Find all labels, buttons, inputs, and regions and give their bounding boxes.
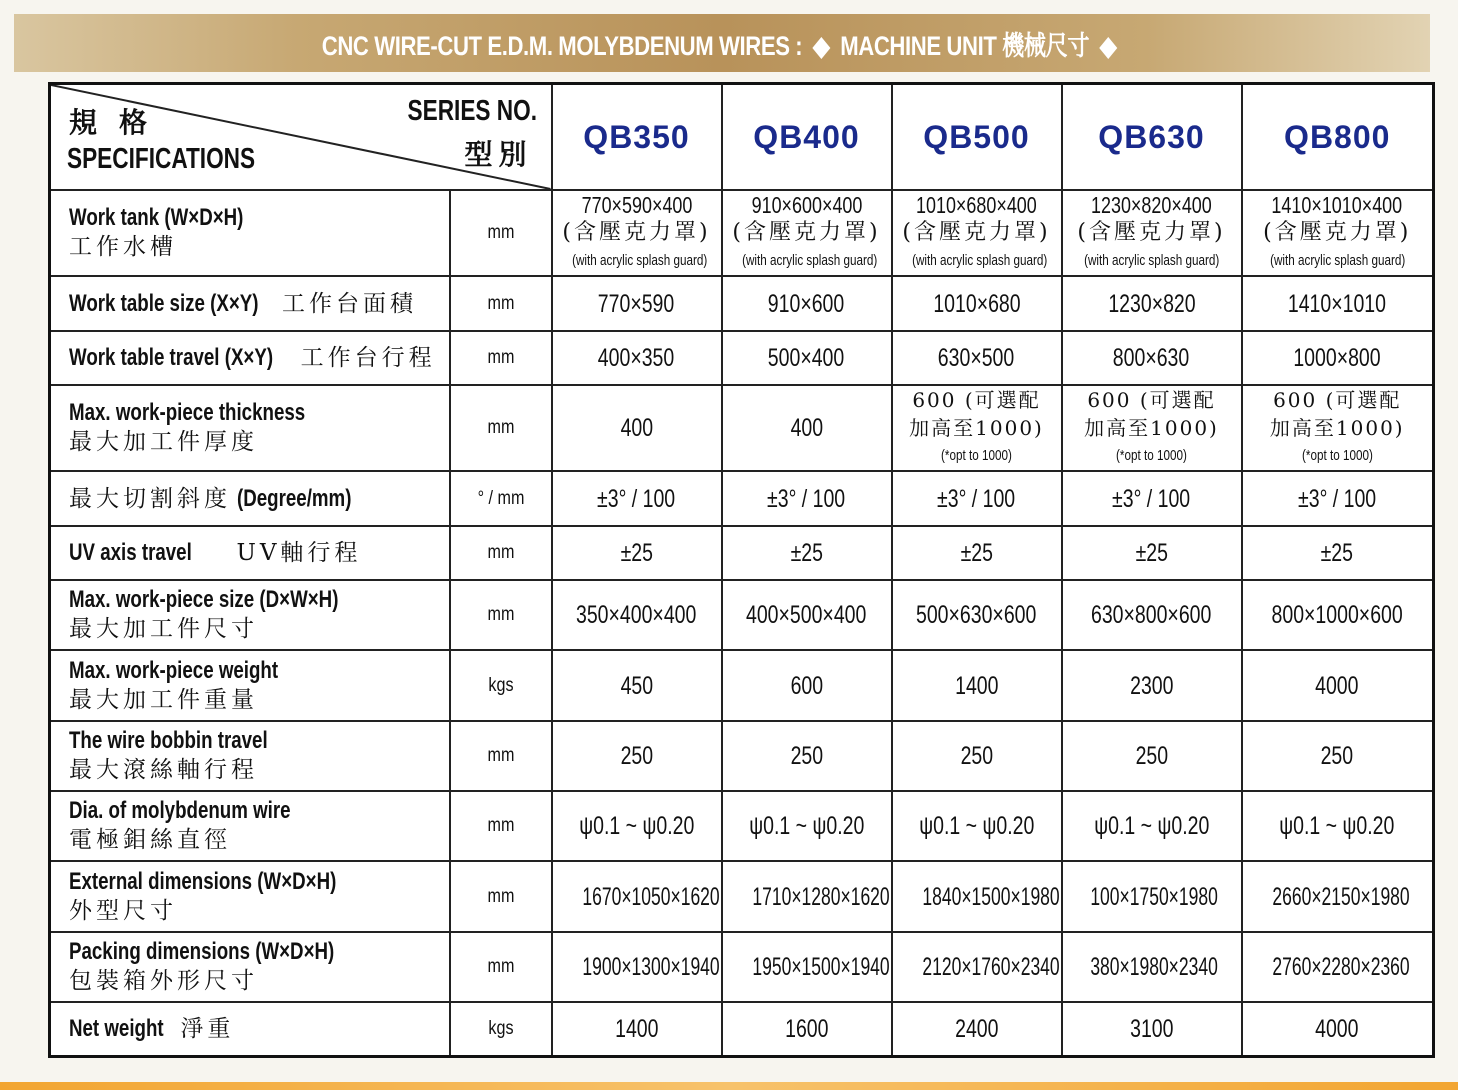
value-cell [892,650,1062,720]
value-cell [552,721,722,791]
value-text: 770×590×400 [581,192,692,219]
spec-name-cell [50,791,450,861]
unit-cell: mm [457,932,544,1002]
value-cell [722,471,892,525]
option-line: 加高至1000) [909,416,1044,441]
option-line: 加高至1000) [1269,416,1405,441]
spec-name-en: Work tank (W×D×H) [69,204,244,232]
value-cell [1062,526,1242,580]
note-zh: (含壓克力罩) [732,220,881,246]
value-cell [552,471,722,525]
value-cell [892,385,1062,471]
spec-name-en: Packing dimensions (W×D×H) [69,937,335,965]
table-row [50,721,1434,791]
value-cell [552,650,722,720]
spec-name-zh: 外型尺寸 [69,897,177,924]
value-text: ±3° / 100 [1298,484,1377,513]
spec-name-cell [50,526,450,580]
table-row [50,1002,1434,1056]
value-text: 1010×680×400 [916,192,1037,219]
value-text: 350×400×400 [576,601,697,630]
value-cell [552,276,722,330]
spec-name-zh: 最大切割斜度 [69,485,231,512]
spec-name-cell [50,721,450,791]
value-text: 910×600 [768,289,845,318]
bottom-accent-bar [0,1082,1458,1090]
note-zh: (含壓克力罩) [1077,220,1226,246]
spec-name-en: Max. work-piece thickness [69,399,306,427]
value-text: 630×500 [938,343,1015,372]
value-cell [722,331,892,385]
table-row [50,190,1434,276]
value-cell [1062,190,1242,276]
value-text: 1950×1500×1940 [751,952,890,981]
value-cell [722,791,892,861]
value-text: 1410×1010 [1288,289,1387,318]
note-en: (with acrylic splash guard) [1269,252,1405,270]
value-cell [552,331,722,385]
value-text: 250 [1135,741,1168,770]
value-text: 800×1000×600 [1271,601,1403,630]
value-text: ±3° / 100 [597,484,676,513]
spec-name-cell [50,932,450,1002]
value-text: ±25 [1135,538,1168,567]
table-row [50,385,1434,471]
value-text: 250 [620,741,653,770]
value-text: ±3° / 100 [937,484,1016,513]
spec-table [48,82,1435,1058]
value-cell [1242,471,1434,525]
value-text: ψ0.1 ~ ψ0.20 [748,812,865,841]
model-header: QB350 [552,84,722,191]
value-text: 1000×800 [1293,343,1381,372]
unit-cell: mm [457,276,544,330]
spec-name-zh: UV軸行程 [236,539,362,566]
spec-name-zh: 最大加工件重量 [69,686,258,713]
spec-name-zh: 最大加工件厚度 [69,429,258,456]
value-cell [892,580,1062,650]
value-text: 800×630 [1113,343,1190,372]
table-row [50,580,1434,650]
value-cell [1242,932,1434,1002]
value-cell [1242,580,1434,650]
value-cell [552,580,722,650]
title-banner [14,14,1430,72]
model-header: QB800 [1242,84,1434,191]
value-text: 2660×2150×1980 [1271,882,1410,911]
header-row [50,84,1434,191]
value-text: 630×800×600 [1091,601,1212,630]
value-cell [1242,721,1434,791]
value-cell [722,276,892,330]
spec-name-zh: 淨重 [180,1016,235,1043]
value-text: 1710×1280×1620 [751,882,890,911]
value-cell [892,791,1062,861]
note-en: (with acrylic splash guard) [911,252,1047,270]
unit-cell: mm [457,861,544,931]
value-text: 2760×2280×2360 [1271,952,1410,981]
value-text: 400×350 [598,343,675,372]
value-cell [1242,526,1434,580]
note-zh: (含壓克力罩) [1263,220,1412,246]
note-en: (with acrylic splash guard) [571,252,707,270]
option-note-en: (*opt to 1000) [1301,447,1373,465]
spec-name-cell [50,276,450,330]
value-text: 250 [960,741,993,770]
value-cell [892,932,1062,1002]
value-text: 380×1980×2340 [1089,952,1218,981]
spec-name-cell [50,861,450,931]
value-text: ψ0.1 ~ ψ0.20 [1093,812,1210,841]
note-en: (with acrylic splash guard) [741,252,877,270]
value-text: ±25 [790,538,823,567]
value-text: 1840×1500×1980 [921,882,1060,911]
spec-name-zh: 最大滾絲軸行程 [69,756,258,783]
table-row [50,526,1434,580]
header-diagonal-cell [50,84,552,191]
value-cell [892,276,1062,330]
spec-name-zh: 最大加工件尺寸 [69,616,258,643]
spec-name-cell [50,190,450,276]
value-text: ±3° / 100 [767,484,846,513]
value-cell [1242,385,1434,471]
value-text: 1900×1300×1940 [581,952,720,981]
value-cell [722,385,892,471]
value-text: 1670×1050×1620 [581,882,720,911]
value-cell [552,861,722,931]
value-text: 2400 [954,1015,999,1044]
table-row [50,861,1434,931]
value-text: ±3° / 100 [1112,484,1191,513]
value-text: 400 [620,414,653,443]
spec-name-zh: 工作台行程 [300,344,436,371]
option-note-en: (*opt to 1000) [941,447,1012,465]
spec-name-en: Dia. of molybdenum wire [69,797,291,825]
value-text: 910×600×400 [751,192,862,219]
value-cell [722,580,892,650]
value-cell [892,721,1062,791]
value-cell [1062,331,1242,385]
value-text: 2300 [1129,671,1174,700]
value-cell [1062,932,1242,1002]
spec-name-zh: 工作台面積 [281,290,417,317]
model-header: QB630 [1062,84,1242,191]
value-cell [1242,190,1434,276]
value-cell [1242,861,1434,931]
value-cell [1062,861,1242,931]
value-cell [1062,650,1242,720]
value-cell [722,526,892,580]
value-text: 1400 [614,1015,659,1044]
value-cell [722,190,892,276]
banner-title-text: CNC WIRE-CUT E.D.M. MOLYBDENUM WIRES : [322,30,803,61]
value-text: 4000 [1315,671,1359,700]
table-row [50,471,1434,525]
value-text: 600 [790,671,823,700]
spec-name-cell [50,471,450,525]
model-header: QB400 [722,84,892,191]
table-row [50,276,1434,330]
spec-name-en: Max. work-piece weight [69,656,279,684]
spec-name-cell [50,1002,450,1056]
option-note-en: (*opt to 1000) [1116,447,1187,465]
spec-name-en: Max. work-piece size (D×W×H) [69,586,339,614]
value-cell [1242,331,1434,385]
unit-cell: mm [457,385,544,471]
value-cell [892,190,1062,276]
value-cell [1242,276,1434,330]
spec-name-zh: 工作水槽 [69,234,177,261]
spec-name-zh: 包裝箱外形尺寸 [69,967,258,994]
unit-cell: kgs [457,650,544,720]
value-text: ψ0.1 ~ ψ0.20 [1279,812,1395,841]
value-cell [552,932,722,1002]
value-cell [1062,791,1242,861]
value-text: 400 [790,414,823,443]
value-text: 250 [1320,741,1354,770]
value-text: 600 (可選配 [1273,388,1402,413]
value-text: ±25 [960,538,993,567]
value-text: 1600 [784,1015,829,1044]
value-cell [892,471,1062,525]
value-text: ψ0.1 ~ ψ0.20 [578,812,695,841]
spec-name-cell [50,580,450,650]
model-header: QB500 [892,84,1062,191]
value-cell [552,385,722,471]
spec-name-en: The wire bobbin travel [69,726,268,754]
value-text: 450 [620,671,653,700]
value-cell [552,526,722,580]
value-cell [722,932,892,1002]
spec-name-cell [50,385,450,471]
value-text: 1230×820×400 [1091,192,1212,219]
spec-name-cell [50,331,450,385]
value-text: ±25 [1321,538,1354,567]
spec-name-en: Net weight [69,1015,164,1043]
banner-title [322,24,1122,63]
value-cell [1062,276,1242,330]
value-cell [1062,721,1242,791]
value-cell [552,1002,722,1056]
value-text: ±25 [620,538,653,567]
diamond-icon: ◆ [1100,30,1117,61]
spec-name-cell [50,650,450,720]
value-text: 770×590 [598,289,675,318]
value-cell [892,526,1062,580]
value-cell [722,650,892,720]
unit-cell: mm [457,721,544,791]
value-text: 1010×680 [932,289,1021,318]
banner-subtitle: MACHINE UNIT 機械尺寸 [840,30,1090,61]
value-cell [722,861,892,931]
value-cell [552,190,722,276]
unit-cell: mm [457,580,544,650]
table-row [50,650,1434,720]
unit-cell: mm [457,526,544,580]
value-text: 2120×1760×2340 [921,952,1060,981]
spec-label-en: SPECIFICATIONS [67,143,256,175]
value-cell [892,861,1062,931]
spec-label-zh: 規格 [69,106,170,139]
series-label-zh: 型別 [464,138,533,171]
spec-name-en: External dimensions (W×D×H) [69,867,337,895]
unit-cell: mm [457,190,544,276]
unit-cell: kgs [457,1002,544,1056]
value-text: 1230×820 [1107,289,1196,318]
value-text: 400×500×400 [746,601,867,630]
spec-name-en: Work table size (X×Y) [69,289,259,317]
spec-name-en: UV axis travel [69,538,192,566]
value-cell [1062,580,1242,650]
value-text: ψ0.1 ~ ψ0.20 [918,812,1035,841]
value-cell [1242,1002,1434,1056]
value-text: 4000 [1315,1015,1359,1044]
value-cell [722,1002,892,1056]
table-row [50,791,1434,861]
value-cell [722,721,892,791]
value-text: 600 (可選配 [912,388,1041,413]
value-text: 250 [790,741,823,770]
diamond-icon: ◆ [813,30,831,61]
spec-name-en: Work table travel (X×Y) [69,343,274,371]
series-label-en: SERIES NO. [407,95,537,127]
note-zh: (含壓克力罩) [562,220,711,246]
spec-name-zh: 電極鉬絲直徑 [69,827,231,854]
value-cell [1242,791,1434,861]
value-cell [892,331,1062,385]
table-row [50,932,1434,1002]
value-cell [1062,471,1242,525]
option-line: 加高至1000) [1084,416,1219,441]
value-cell [1242,650,1434,720]
value-text: 100×1750×1980 [1089,882,1218,911]
value-text: 1410×1010×400 [1271,192,1403,219]
value-text: 3100 [1129,1015,1174,1044]
unit-cell: mm [457,791,544,861]
unit-cell: ° / mm [457,471,544,525]
unit-cell: mm [457,331,544,385]
table-row [50,331,1434,385]
value-text: 500×400 [768,343,845,372]
spec-name-en: (Degree/mm) [237,484,352,512]
value-cell [892,1002,1062,1056]
value-cell [1062,385,1242,471]
value-cell [552,791,722,861]
note-zh: (含壓克力罩) [902,220,1051,246]
note-en: (with acrylic splash guard) [1083,252,1220,270]
value-text: 500×630×600 [916,601,1037,630]
value-text: 600 (可選配 [1087,388,1216,413]
value-text: 1400 [954,671,999,700]
value-cell [1062,1002,1242,1056]
